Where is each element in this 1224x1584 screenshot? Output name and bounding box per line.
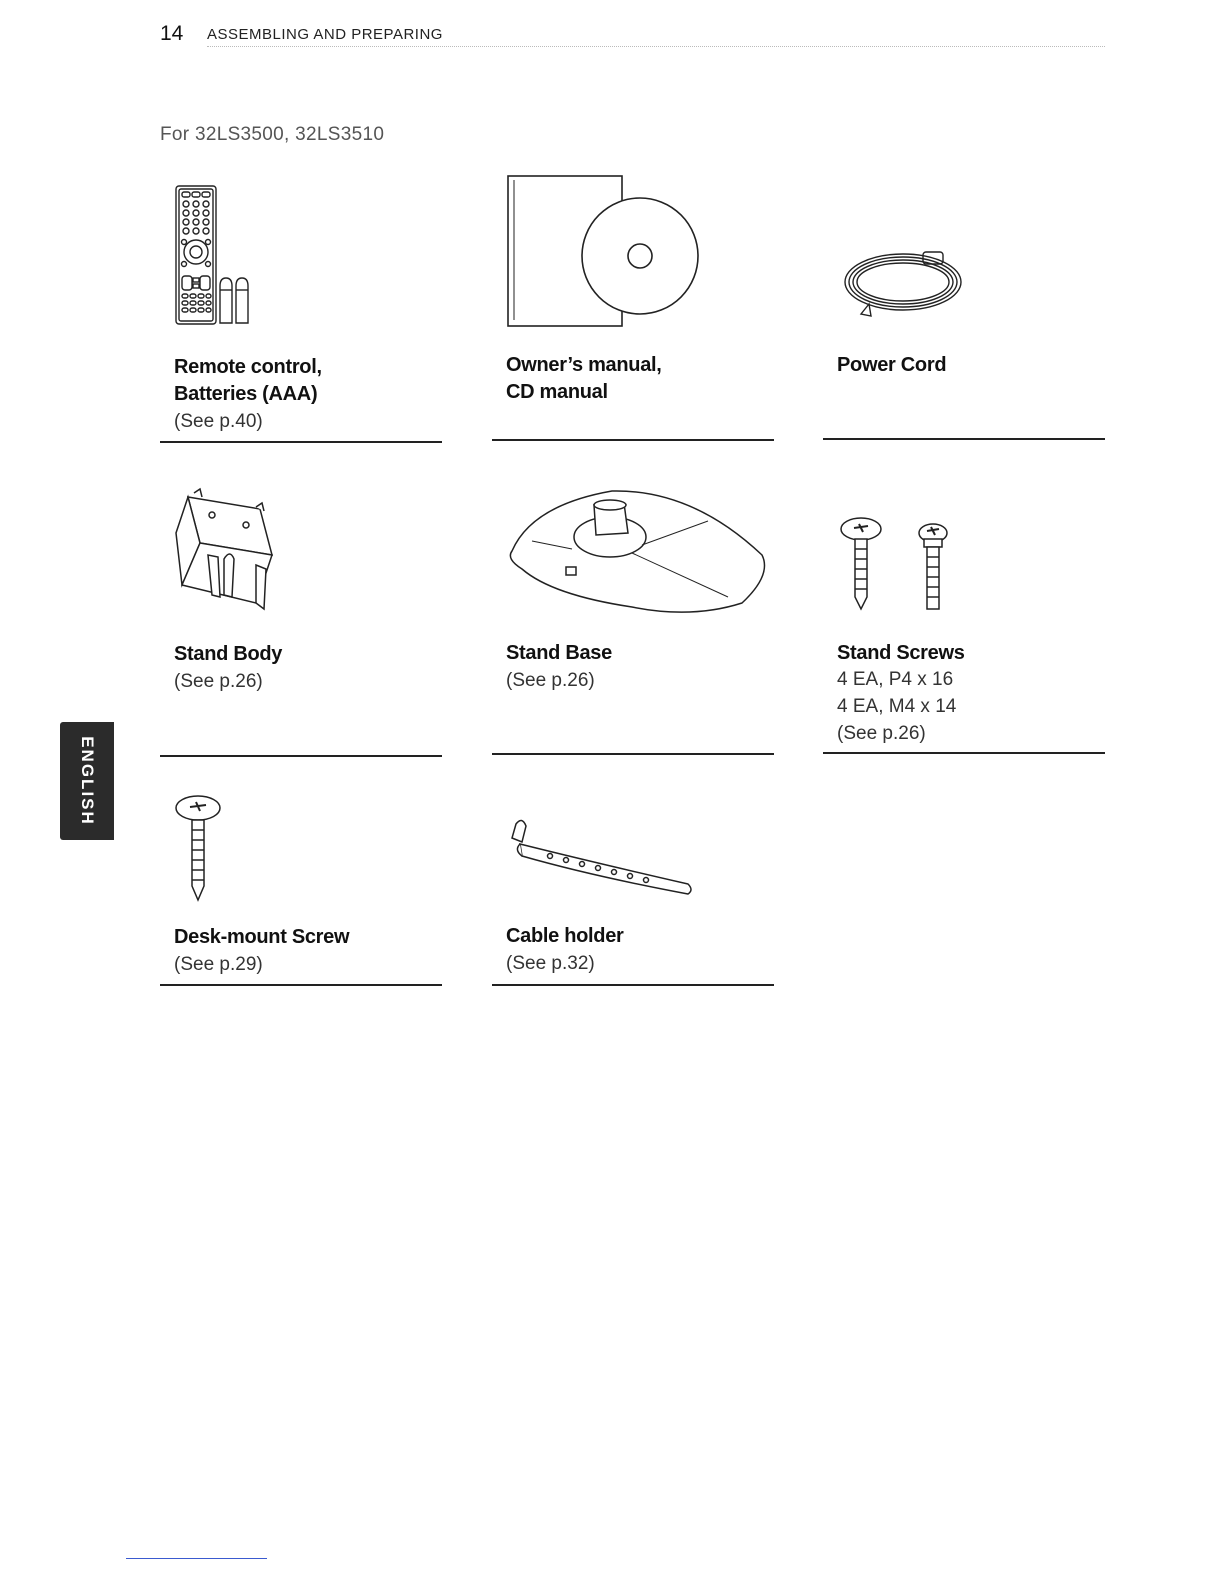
item-name: Remote control, Batteries (AAA)	[174, 356, 322, 405]
item-divider	[160, 755, 442, 757]
item-divider	[160, 441, 442, 443]
item-details: (See p.26)	[506, 670, 595, 691]
language-tab	[60, 722, 114, 840]
item-remote-control	[160, 180, 442, 445]
item-details: (See p.40)	[174, 411, 263, 432]
item-divider	[823, 438, 1105, 440]
item-name: Owner’s manual, CD manual	[506, 354, 662, 403]
item-name: Stand Base	[506, 642, 612, 664]
language-tab-label: ENGLISH	[78, 736, 97, 826]
item-cable-holder	[492, 810, 774, 990]
item-divider	[823, 752, 1105, 754]
item-desk-mount-screw	[160, 790, 442, 990]
item-divider	[492, 753, 774, 755]
item-details: (See p.32)	[506, 953, 595, 974]
manual-cd-icon	[492, 170, 774, 330]
remote-control-icon	[160, 180, 442, 330]
item-name: Stand Screws	[837, 642, 965, 664]
item-name: Power Cord	[837, 354, 947, 376]
desk-mount-screw-icon	[160, 790, 442, 905]
stand-body-icon	[160, 485, 442, 625]
item-details: (See p.26)	[174, 671, 263, 692]
header-divider	[207, 46, 1105, 47]
item-details: 4 EA, P4 x 16 4 EA, M4 x 14 (See p.26)	[837, 669, 957, 744]
stand-base-icon	[492, 485, 774, 625]
models-line: For 32LS3500, 32LS3510	[160, 124, 385, 145]
cable-holder-icon	[492, 810, 774, 905]
power-cord-icon	[823, 230, 1105, 330]
item-divider	[492, 439, 774, 441]
item-name: Cable holder	[506, 925, 624, 947]
section-title: ASSEMBLING AND PREPARING	[207, 26, 443, 43]
item-divider	[160, 984, 442, 986]
footer-line	[126, 1558, 267, 1559]
page-number: 14	[160, 22, 184, 45]
stand-screws-icon	[823, 505, 1105, 620]
page-header	[160, 22, 1105, 48]
item-details: (See p.29)	[174, 954, 263, 975]
item-stand-screws	[823, 505, 1105, 760]
item-power-cord	[823, 230, 1105, 445]
item-stand-body	[160, 485, 442, 760]
item-name: Desk-mount Screw	[174, 926, 350, 948]
item-owners-manual	[492, 170, 774, 445]
item-divider	[492, 984, 774, 986]
item-name: Stand Body	[174, 643, 283, 665]
item-stand-base	[492, 485, 774, 760]
